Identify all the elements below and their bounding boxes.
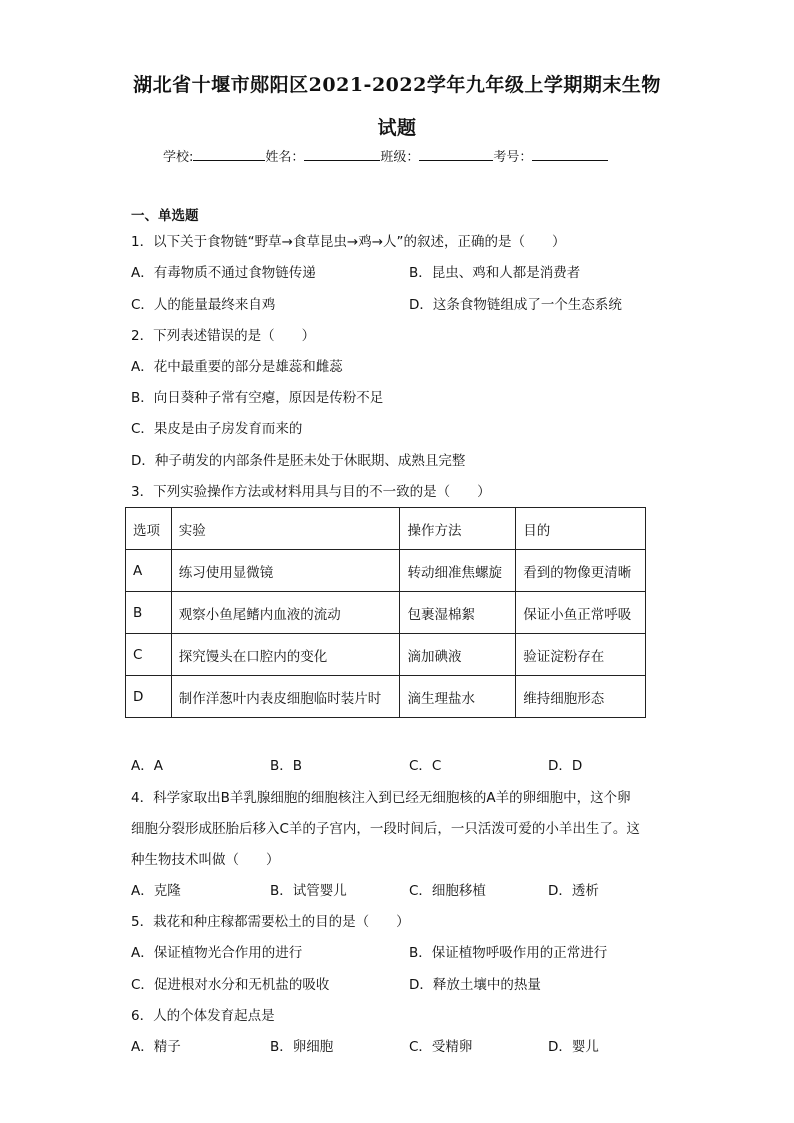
- table-cell: 观察小鱼尾鳍内血液的流动: [171, 592, 400, 634]
- table-row: [126, 550, 646, 592]
- table-cell: 包裹湿棉絮: [400, 592, 516, 634]
- name-label: 姓名：: [265, 150, 305, 165]
- question-2-option-a[interactable]: A．花中最重要的部分是雄蕊和雌蕊: [131, 359, 343, 375]
- question-1-option-d[interactable]: D．这条食物链组成了一个生态系统: [409, 297, 622, 313]
- table-cell: 练习使用显微镜: [171, 550, 400, 592]
- question-1-stem: 1．以下关于食物链“野草→食草昆虫→鸡→人”的叙述，正确的是（ ）: [131, 234, 566, 250]
- table-row: [126, 676, 646, 718]
- table-cell: 转动细准焦螺旋: [400, 550, 516, 592]
- question-5-option-a[interactable]: A．保证植物光合作用的进行: [131, 945, 303, 961]
- question-4-option-d[interactable]: D．透析: [548, 883, 599, 899]
- question-1-option-b[interactable]: B．昆虫、鸡和人都是消费者: [409, 265, 581, 281]
- table-cell: 滴加碘液: [400, 634, 516, 676]
- number-label: 考号：: [493, 150, 533, 165]
- table-cell: B: [126, 592, 172, 634]
- table-cell: 验证淀粉存在: [516, 634, 646, 676]
- table-row: [126, 592, 646, 634]
- question-3-option-b[interactable]: B．B: [270, 758, 303, 774]
- table-cell: 滴生理盐水: [400, 676, 516, 718]
- table-header-cell: 操作方法: [400, 508, 516, 550]
- question-4-option-a[interactable]: A．克隆: [131, 883, 181, 899]
- table-cell: 探究馒头在口腔内的变化: [171, 634, 400, 676]
- question-2-stem: 2．下列表述错误的是（ ）: [131, 328, 316, 344]
- table-cell: D: [126, 676, 172, 718]
- table-header-cell: 实验: [171, 508, 400, 550]
- question-4-stem-line1: 4．科学家取出B羊乳腺细胞的细胞核注入到已经无细胞核的A羊的卵细胞中，这个卵: [131, 790, 631, 806]
- number-blank[interactable]: [532, 148, 608, 161]
- school-label: 学校:: [163, 150, 194, 165]
- question-3-option-c[interactable]: C．C: [409, 758, 442, 774]
- class-label: 班级：: [380, 150, 420, 165]
- table-header-row: [126, 508, 646, 550]
- experiment-table: [125, 507, 646, 718]
- table-header-cell: 选项: [126, 508, 172, 550]
- question-2-option-b[interactable]: B．向日葵种子常有空瘪，原因是传粉不足: [131, 390, 384, 406]
- table-cell: C: [126, 634, 172, 676]
- question-1-option-c[interactable]: C．人的能量最终来自鸡: [131, 297, 276, 313]
- exam-title-line2: 试题: [377, 117, 417, 139]
- question-6-option-d[interactable]: D．婴儿: [548, 1039, 599, 1055]
- exam-title-line1: 湖北省十堰市郧阳区2021-2022学年九年级上学期期末生物: [133, 74, 661, 96]
- section-heading: 一、单选题: [131, 208, 199, 224]
- question-2-option-d[interactable]: D．种子萌发的内部条件是胚未处于休眠期、成熟且完整: [131, 453, 466, 469]
- question-6-option-c[interactable]: C．受精卵: [409, 1039, 473, 1055]
- class-blank[interactable]: [419, 148, 493, 161]
- table-cell: 保证小鱼正常呼吸: [516, 592, 646, 634]
- question-4-option-b[interactable]: B．试管婴儿: [270, 883, 347, 899]
- question-6-stem: 6．人的个体发育起点是: [131, 1008, 275, 1024]
- question-3-option-a[interactable]: A．A: [131, 758, 163, 774]
- question-5-option-c[interactable]: C．促进根对水分和无机盐的吸收: [131, 977, 330, 993]
- school-blank[interactable]: [193, 148, 265, 161]
- table-header-cell: 目的: [516, 508, 646, 550]
- question-6-option-b[interactable]: B．卵细胞: [270, 1039, 334, 1055]
- table-row: [126, 634, 646, 676]
- question-2-option-c[interactable]: C．果皮是由子房发育而来的: [131, 421, 303, 437]
- table-cell: A: [126, 550, 172, 592]
- question-5-option-d[interactable]: D．释放土壤中的热量: [409, 977, 541, 993]
- table-cell: 制作洋葱叶内表皮细胞临时装片时: [171, 676, 400, 718]
- question-1-option-a[interactable]: A．有毒物质不通过食物链传递: [131, 265, 316, 281]
- question-4-option-c[interactable]: C．细胞移植: [409, 883, 486, 899]
- table-cell: 看到的物像更清晰: [516, 550, 646, 592]
- question-4-stem-line2: 细胞分裂形成胚胎后移入C羊的子宫内，一段时间后，一只活泼可爱的小羊出生了。这: [131, 821, 640, 837]
- question-4-stem-line3: 种生物技术叫做（ ）: [131, 852, 280, 868]
- question-5-stem: 5．栽花和种庄稼都需要松土的目的是（ ）: [131, 914, 410, 930]
- question-6-option-a[interactable]: A．精子: [131, 1039, 181, 1055]
- question-3-stem: 3．下列实验操作方法或材料用具与目的不一致的是（ ）: [131, 484, 491, 500]
- table-cell: 维持细胞形态: [516, 676, 646, 718]
- question-5-option-b[interactable]: B．保证植物呼吸作用的正常进行: [409, 945, 608, 961]
- question-3-option-d[interactable]: D．D: [548, 758, 583, 774]
- student-info-line: [163, 146, 608, 165]
- name-blank[interactable]: [304, 148, 380, 161]
